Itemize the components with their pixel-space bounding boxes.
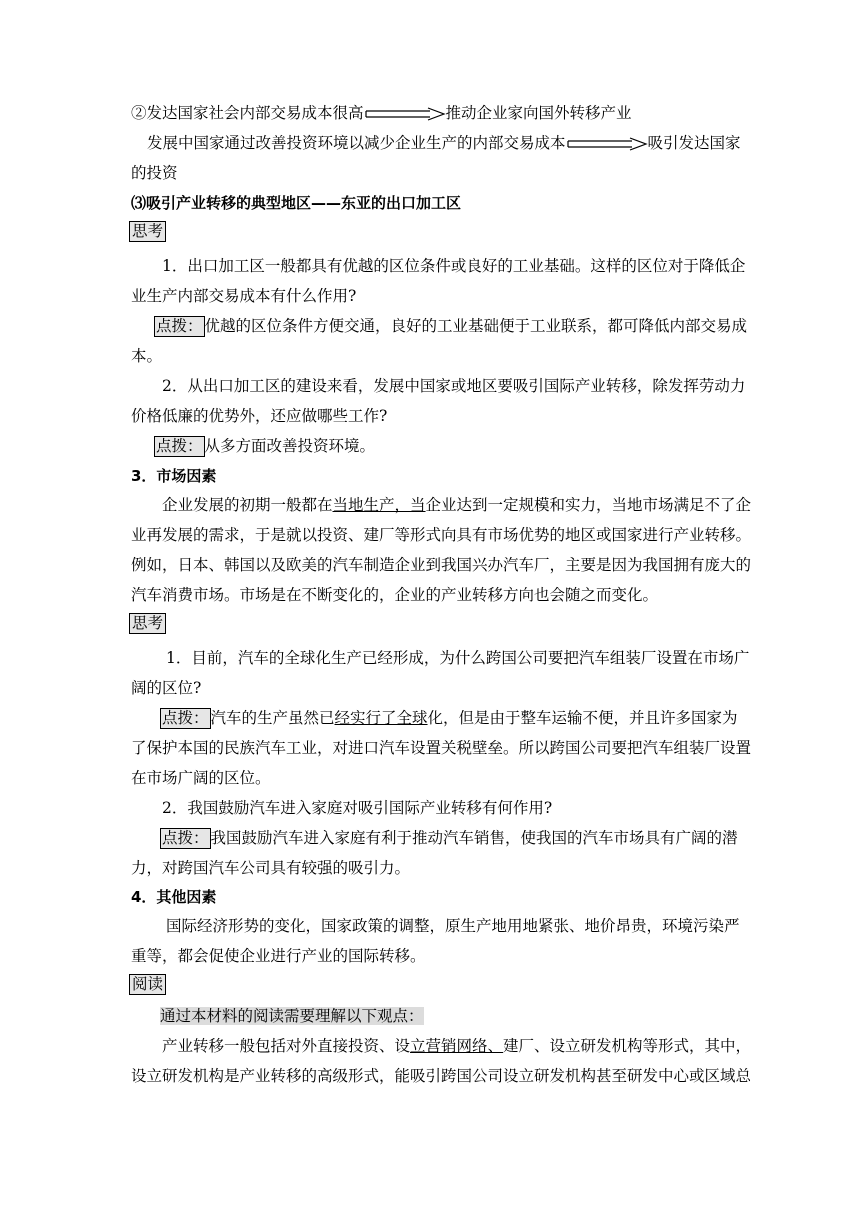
- note-highlight: 通过本材料的阅读需要理解以下观点：: [160, 1007, 424, 1025]
- read-tag: 阅读: [129, 974, 166, 995]
- heading-market: 3．市场因素: [131, 467, 217, 485]
- p3a-text: 企业发展的初期一般都在: [162, 496, 333, 514]
- double-arrow-icon: [566, 137, 648, 151]
- a3a-underline: 经实行了全球: [334, 709, 428, 727]
- line-1: [131, 103, 632, 123]
- tip-tag: 点拨：: [156, 317, 203, 335]
- a4-line-a: [160, 828, 738, 849]
- p3a-text-2: 企业达到一定规模和实力，当地市场满足不了企: [425, 496, 752, 514]
- a3-line-b: 了保护本国的民族汽车工业，对进口汽车设置关税壁垒。所以跨国公司要把汽车组装厂设置: [131, 739, 752, 757]
- double-arrow-icon: [364, 107, 446, 121]
- p3a-underline: 当地生产，当: [332, 496, 426, 514]
- p5a-text: 产业转移一般包括对外直接投资、设: [162, 1037, 411, 1055]
- text-2a: 发展中国家通过改善投资环境以减少企业生产的内部交易成本: [147, 134, 566, 152]
- p3-line-c: 例如，日本、韩国以及欧美的汽车制造企业到我国兴办汽车厂，主要是因为我国拥有庞大的: [131, 556, 752, 574]
- a3-line-a: [160, 708, 738, 729]
- q1-line-b: 业生产内部交易成本有什么作用?: [131, 287, 357, 305]
- tip-tag: 点拨：: [156, 437, 203, 455]
- p5-line-b: 设立研发机构是产业转移的高级形式，能吸引跨国公司设立研发机构甚至研发中心或区域总: [131, 1067, 752, 1085]
- tip-tag: 点拨：: [162, 829, 209, 847]
- note-line: [160, 1006, 424, 1026]
- a1-text: 优越的区位条件方便交通，良好的工业基础便于工业联系，都可降低内部交易成: [204, 317, 748, 335]
- text-1b: 推动企业家向国外转移产业: [445, 104, 632, 122]
- p3-line-a: [162, 495, 751, 515]
- text-1a: ②发达国家社会内部交易成本很高: [131, 104, 364, 122]
- a1-line-b: 本。: [131, 347, 163, 365]
- think-tag-2: 思考: [129, 613, 166, 634]
- q2-line-a: 2．从出口加工区的建设来看，发展中国家或地区要吸引国际产业转移，除发挥劳动力: [162, 377, 746, 395]
- think-tag-1: 思考: [129, 221, 166, 242]
- line-3: 的投资: [131, 164, 178, 182]
- q3-line-b: 阔的区位?: [131, 679, 202, 697]
- p5a-underline: 立营销网络、: [410, 1037, 504, 1055]
- a3a-text-2: 化，但是由于整车运输不便，并且许多国家为: [427, 709, 738, 727]
- line-2: [147, 133, 741, 153]
- a4-text: 我国鼓励汽车进入家庭有利于推动汽车销售，使我国的汽车市场具有广阔的潜: [210, 829, 738, 847]
- text-2b: 吸引发达国家: [647, 134, 741, 152]
- tip-tag: 点拨：: [162, 709, 209, 727]
- p4-line-a: 国际经济形势的变化，国家政策的调整，原生产地用地紧张、地价昂贵，环境污染严: [166, 917, 740, 935]
- heading-export-zone: ⑶吸引产业转移的典型地区——东亚的出口加工区: [131, 194, 462, 212]
- a3a-text: 汽车的生产虽然已: [210, 709, 335, 727]
- a3-line-c: 在市场广阔的区位。: [131, 769, 271, 787]
- a4-line-b: 力，对跨国汽车公司具有较强的吸引力。: [131, 859, 411, 877]
- a2-line: [154, 436, 375, 457]
- heading-other: 4．其他因素: [131, 888, 217, 906]
- p3-line-b: 业再发展的需求，于是就以投资、建厂等形式向具有市场优势的地区或国家进行产业转移。: [131, 526, 752, 544]
- p5a-text-2: 建厂、设立研发机构等形式，其中，: [503, 1037, 752, 1055]
- q4-line: 2．我国鼓励汽车进入家庭对吸引国际产业转移有何作用?: [162, 799, 553, 817]
- a2-text: 从多方面改善投资环境。: [204, 437, 376, 455]
- q1-line-a: 1．出口加工区一般都具有优越的区位条件或良好的工业基础。这样的区位对于降低企: [162, 257, 746, 275]
- q2-line-b: 价格低廉的优势外，还应做哪些工作?: [131, 407, 388, 425]
- q3-line-a: 1．目前，汽车的全球化生产已经形成，为什么跨国公司要把汽车组装厂设置在市场广: [166, 649, 750, 667]
- p4-line-b: 重等，都会促使企业进行产业的国际转移。: [131, 947, 426, 965]
- p5-line-a: [162, 1036, 751, 1056]
- a1-line-a: [154, 316, 747, 337]
- p3-line-d: 汽车消费市场。市场是在不断变化的，企业的产业转移方向也会随之而变化。: [131, 586, 659, 604]
